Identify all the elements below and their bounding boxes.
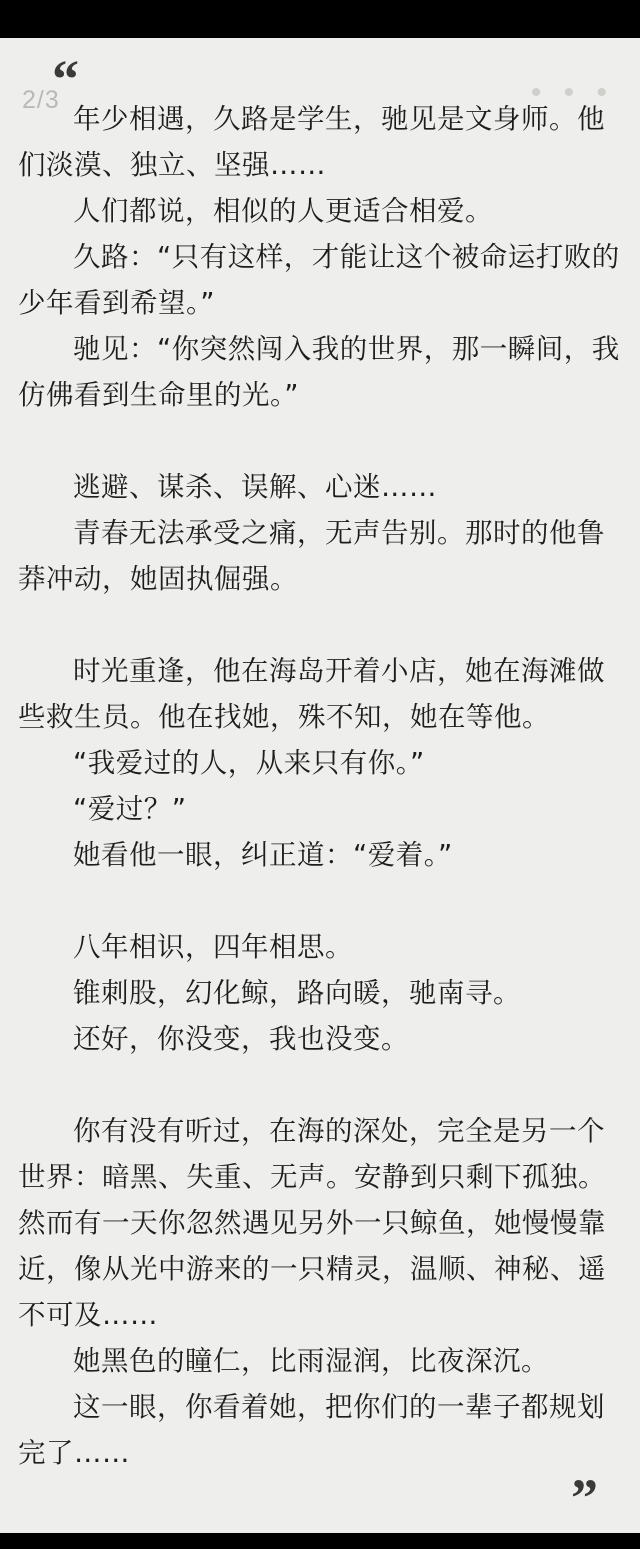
paragraph-spacer	[18, 418, 622, 464]
quote-open-icon: “	[52, 49, 79, 109]
more-options-icon[interactable]: • • •	[530, 76, 614, 109]
paragraph: 锥刺股，幻化鲸，路向暖，驰南寻。	[73, 977, 521, 1009]
paragraph: 人们都说，相似的人更适合相爱。	[73, 195, 493, 227]
paragraph: 你有没有听过，在海的深处，完全是另一个世界：暗黑、失重、无声。安静到只剩下孤独。然而有一天你忽然遇见另外一只鲸鱼，她慢慢靠近，像从光中游来的一只精灵，温顺、神秘、遥不可及……	[18, 1115, 606, 1331]
top-frame-bar	[0, 0, 640, 38]
paragraph: 久路：“只有这样，才能让这个被命运打败的少年看到希望。”	[18, 241, 620, 319]
paragraph: 还好，你没变，我也没变。	[73, 1023, 409, 1055]
paragraph: 八年相识，四年相思。	[73, 931, 353, 963]
paragraph-spacer	[18, 602, 622, 648]
paragraph: “我爱过的人，从来只有你。”	[73, 747, 425, 779]
paragraph: 逃避、谋杀、误解、心迷……	[73, 471, 437, 503]
page-indicator: 2/3	[22, 86, 60, 114]
paragraph: 时光重逢，他在海岛开着小店，她在海滩做些救生员。他在找她，殊不知，她在等他。	[18, 655, 605, 733]
paragraph: 年少相遇，久路是学生，驰见是文身师。他们淡漠、独立、坚强……	[18, 103, 605, 181]
paragraph: “爱过？”	[73, 793, 187, 825]
bottom-frame-bar	[0, 1533, 640, 1549]
article-body	[18, 96, 622, 1476]
paragraph: 驰见：“你突然闯入我的世界，那一瞬间，我仿佛看到生命里的光。”	[18, 333, 620, 411]
paragraph: 她看他一眼，纠正道：“爱着。”	[73, 839, 453, 871]
paragraph: 她黑色的瞳仁，比雨湿润，比夜深沉。	[73, 1345, 549, 1377]
paragraph-spacer	[18, 878, 622, 924]
paragraph: 青春无法承受之痛，无声告别。那时的他鲁莽冲动，她固执倔强。	[18, 517, 605, 595]
reading-sheet	[0, 38, 640, 1533]
paragraph: 这一眼，你看着她，把你们的一辈子都规划完了……	[18, 1391, 605, 1469]
quote-close-icon: ”	[571, 1468, 598, 1528]
paragraph-spacer	[18, 1062, 622, 1108]
